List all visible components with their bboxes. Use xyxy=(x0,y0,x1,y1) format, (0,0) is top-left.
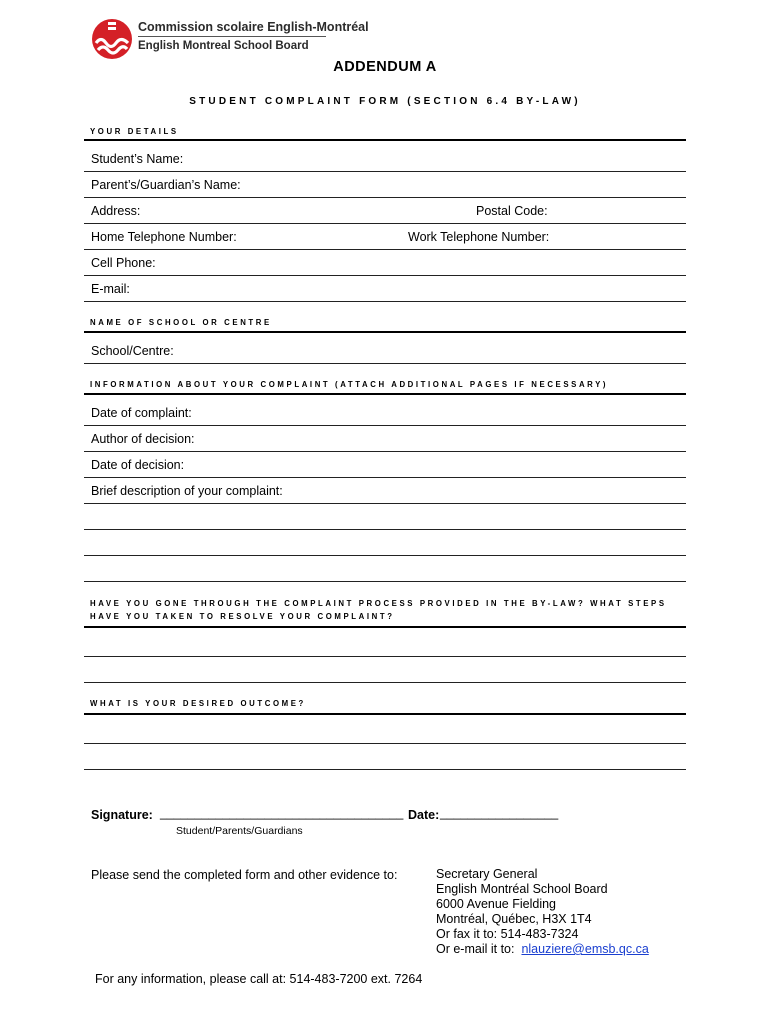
school-board-logo xyxy=(91,18,133,60)
email-line xyxy=(436,942,649,957)
field-rule xyxy=(84,503,686,504)
date-line[interactable]: _________________ xyxy=(440,806,559,820)
decision-author-field[interactable]: Author of decision: xyxy=(91,432,195,446)
answer-line[interactable] xyxy=(84,743,686,744)
section-heading-process-line2: HAVE YOU TAKEN TO RESOLVE YOUR COMPLAINT? xyxy=(90,612,395,621)
student-name-field[interactable]: Student’s Name: xyxy=(91,152,184,166)
section-rule xyxy=(84,331,686,333)
signature-label: Signature: xyxy=(91,808,153,822)
section-heading-process-line1: HAVE YOU GONE THROUGH THE COMPLAINT PROCESS PROVIDED IN THE BY-LAW? WHAT STEPS xyxy=(90,599,667,608)
address-line: English Montréal School Board xyxy=(436,882,608,896)
answer-line[interactable] xyxy=(84,682,686,683)
postal-code-field[interactable]: Postal Code: xyxy=(476,204,548,218)
complaint-description-field[interactable]: Brief description of your complaint: xyxy=(91,484,283,498)
address-field[interactable]: Address: xyxy=(91,204,141,218)
section-rule xyxy=(84,139,686,141)
field-rule xyxy=(84,301,686,302)
date-label: Date: xyxy=(408,808,440,822)
field-rule xyxy=(84,171,686,172)
section-rule xyxy=(84,713,686,715)
school-centre-field[interactable]: School/Centre: xyxy=(91,344,174,358)
logo-divider xyxy=(138,36,326,37)
signature-line[interactable]: ___________________________________ xyxy=(160,806,404,820)
email-field[interactable]: E-mail: xyxy=(91,282,130,296)
field-rule xyxy=(84,249,686,250)
org-name-french: Commission scolaire English-Montréal xyxy=(138,20,369,34)
mailing-address xyxy=(436,867,649,957)
footer-contact: For any information, please call at: 514-483-7200 ext. 7264 xyxy=(95,972,423,986)
email-prefix: Or e-mail it to: xyxy=(436,942,515,956)
answer-line[interactable] xyxy=(84,555,686,556)
document-title: ADDENDUM A xyxy=(333,59,437,75)
section-heading-complaint: INFORMATION ABOUT YOUR COMPLAINT (ATTACH ADDITIONAL PAGES IF NECESSARY) xyxy=(90,380,609,389)
cell-phone-field[interactable]: Cell Phone: xyxy=(91,256,156,270)
section-heading-process xyxy=(90,597,667,623)
answer-line[interactable] xyxy=(84,529,686,530)
section-heading-school: NAME OF SCHOOL OR CENTRE xyxy=(90,318,272,327)
field-rule xyxy=(84,451,686,452)
address-line: Montréal, Québec, H3X 1T4 xyxy=(436,912,592,926)
address-line: 6000 Avenue Fielding xyxy=(436,897,557,911)
decision-date-field[interactable]: Date of decision: xyxy=(91,458,185,472)
section-heading-details: YOUR DETAILS xyxy=(90,127,179,136)
address-line: Or fax it to: 514-483-7324 xyxy=(436,927,579,941)
home-phone-field[interactable]: Home Telephone Number: xyxy=(91,230,237,244)
answer-line[interactable] xyxy=(84,656,686,657)
field-rule xyxy=(84,363,686,364)
field-rule xyxy=(84,425,686,426)
field-rule xyxy=(84,223,686,224)
send-instructions: Please send the completed form and other evidence to: xyxy=(91,868,398,882)
org-name-english: English Montreal School Board xyxy=(138,40,309,52)
signature-caption: Student/Parents/Guardians xyxy=(176,825,303,837)
document-subtitle: STUDENT COMPLAINT FORM (SECTION 6.4 BY-LAW) xyxy=(189,96,581,107)
field-rule xyxy=(84,197,686,198)
section-heading-outcome: WHAT IS YOUR DESIRED OUTCOME? xyxy=(90,699,306,708)
guardian-name-field[interactable]: Parent’s/Guardian’s Name: xyxy=(91,178,241,192)
address-line: Secretary General xyxy=(436,867,538,881)
complaint-date-field[interactable]: Date of complaint: xyxy=(91,406,192,420)
section-rule xyxy=(84,626,686,628)
section-rule xyxy=(84,393,686,395)
work-phone-field[interactable]: Work Telephone Number: xyxy=(408,230,550,244)
answer-line[interactable] xyxy=(84,581,686,582)
field-rule xyxy=(84,477,686,478)
field-rule xyxy=(84,275,686,276)
email-link[interactable]: nlauziere@emsb.qc.ca xyxy=(521,942,649,956)
answer-line[interactable] xyxy=(84,769,686,770)
